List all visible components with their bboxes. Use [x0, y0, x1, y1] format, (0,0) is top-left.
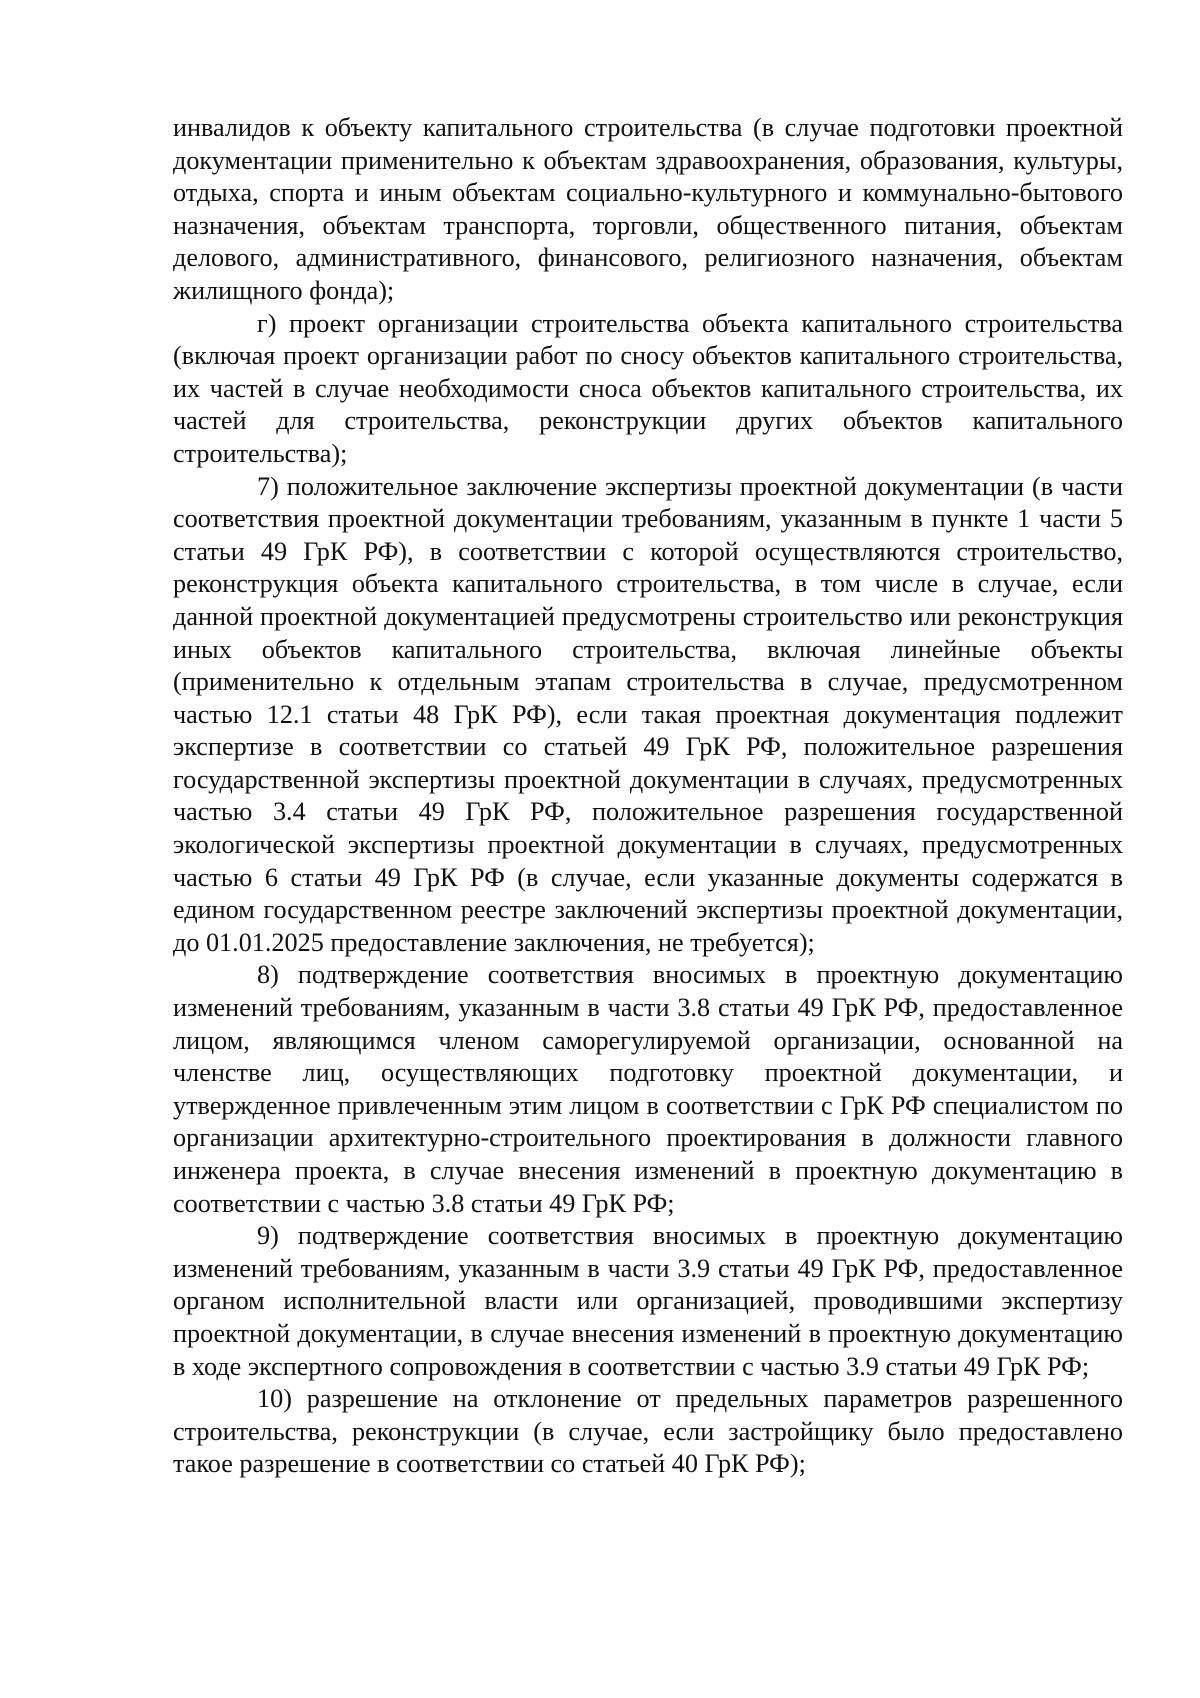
paragraph-continuation: инвалидов к объекту капитального строительства (в случае подготовки проектной документации применительно к объектам здравоохранения, образования, культуры, отдыха, спорта и иным объектам социально-культурного и коммунально-бытового назначения, объектам транспорта, торговли, общественного питания, объектам делового, административного, финансового, религиозного назначения, объектам жилищного фонда); — [173, 113, 1123, 305]
document-body — [173, 112, 1123, 1481]
paragraph-item-g: г) проект организации строительства объекта капитального строительства (включая проект организации работ по сносу объектов капитального строительства, их частей в случае необходимости сноса объектов капитального строительства, их частей для строительства, реконструкции других объектов капитального строительства); — [173, 308, 1123, 468]
paragraph-item-10: 10) разрешение на отклонение от предельных параметров разрешенного строительства, реконструкции (в случае, если застройщику было предоставлено такое разрешение в соответствии со статьей 40 ГрК РФ); — [173, 1384, 1123, 1479]
paragraph-item-8: 8) подтверждение соответствия вносимых в проектную документацию изменений требованиям, указанным в части 3.8 статьи 49 ГрК РФ, предоставленное лицом, являющимся членом саморегулируемой организации, основанной на членстве лиц, осуществляющих подготовку проектной документации, и утвержденное привлеченным этим лицом в соответствии с ГрК РФ специалистом по организации архитектурно-строительного проектирования в должности главного инженера проекта, в случае внесения изменений в проектную документацию в соответствии с частью 3.8 статьи 49 ГрК РФ; — [173, 960, 1123, 1218]
paragraph-item-7: 7) положительное заключение экспертизы проектной документации (в части соответствия проектной документации требованиям, указанным в пункте 1 части 5 статьи 49 ГрК РФ), в соответствии с которой осуществляются строительство, реконструкция объекта капитального строительства, в том числе в случае, если данной проектной документацией предусмотрены строительство или реконструкция иных объектов капитального строительства, включая линейные объекты (применительно к отдельным этапам строительства в случае, предусмотренном частью 12.1 статьи 48 ГрК РФ), если такая проектная документация подлежит экспертизе в соответствии со статьей 49 ГрК РФ, положительное разрешения государственной экспертизы проектной документации в случаях, предусмотренных частью 3.4 статьи 49 ГрК РФ, положительное разрешения государственной экологической экспертизы проектной документации в случаях, предусмотренных частью 6 статьи 49 ГрК РФ (в случае, если указанные документы содержатся в едином государственном реестре заключений экспертизы проектной документации, до 01.01.2025 предоставление заключения, не требуется); — [173, 471, 1123, 957]
paragraph-item-9: 9) подтверждение соответствия вносимых в проектную документацию изменений требованиям, указанным в части 3.9 статьи 49 ГрК РФ, предоставленное органом исполнительной власти или организацией, проводившими экспертизу проектной документации, в случае внесения изменений в проектную документацию в ходе экспертного сопровождения в соответствии с частью 3.9 статьи 49 ГрК РФ; — [173, 1221, 1123, 1381]
